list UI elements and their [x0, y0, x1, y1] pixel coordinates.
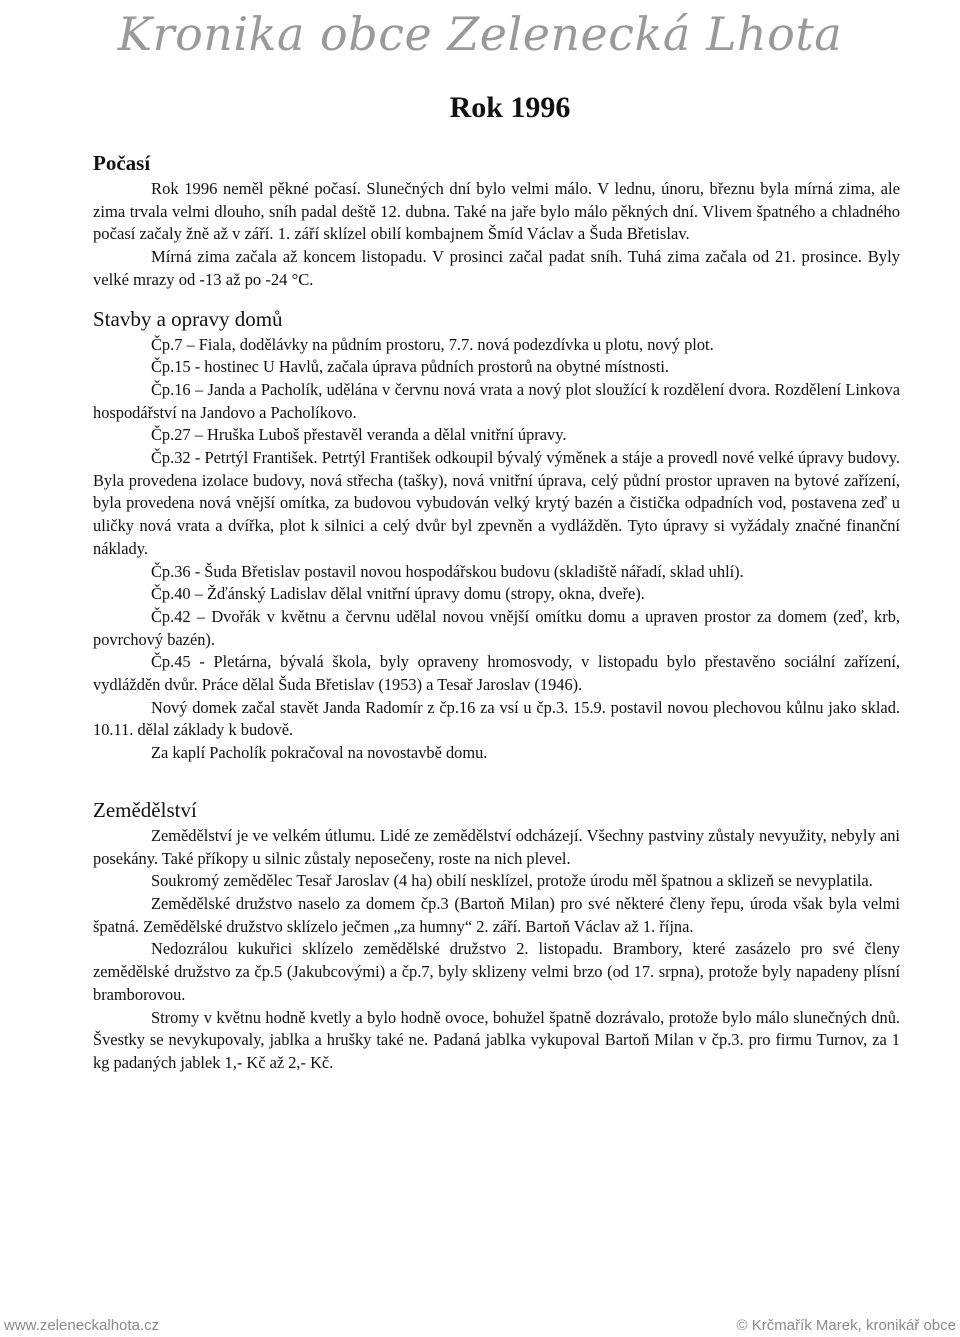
- page-footer: [0, 1315, 960, 1337]
- section-agriculture: [93, 795, 900, 1075]
- paragraph: Čp.7 – Fiala, dodělávky na půdním prostoru, 7.7. nová podezdívka u plotu, nový plot.: [151, 334, 714, 354]
- page-title: Rok 1996: [449, 91, 571, 124]
- paragraph: Za kaplí Pacholík pokračoval na novostavbě domu.: [151, 743, 488, 763]
- section-heading: Stavby a opravy domů: [93, 306, 283, 331]
- footer-website-link[interactable]: www.zeleneckalhota.cz: [4, 1317, 160, 1334]
- footer-copyright: © Krčmařík Marek, kronikář obce: [736, 1317, 956, 1334]
- paragraph: Čp.45 - Pletárna, bývalá škola, byly opraveny hromosvody, v listopadu bylo přestavěno sociální zařízení, vydlážděn dvůr. Práce dělal Šuda Břetislav (1953) a Tesař Jaroslav (1946).: [93, 652, 900, 695]
- paragraph: Stromy v květnu hodně kvetly a bylo hodně ovoce, bohužel špatně dozrávalo, protože bylo málo slunečných dnů. Švestky se nevykupovaly, jablka a hrušky také ne. Padaná jablka vykupoval Bartoň Milan v čp.3. pro firmu Turnov, za 1 kg padaných jablek 1,- Kč až 2,- Kč.: [93, 1007, 900, 1072]
- paragraph: Čp.36 - Šuda Břetislav postavil novou hospodářskou budovu (skladiště nářadí, sklad uhlí).: [151, 561, 744, 581]
- paragraph: Čp.40 – Žďánský Ladislav dělal vnitřní úpravy domu (stropy, okna, dveře).: [151, 584, 645, 604]
- paragraph: Čp.16 – Janda a Pacholík, udělána v červnu nová vrata a nový plot sloužící k rozdělení dvora. Rozdělení Linkova hospodářství na Jandovo a Pacholíkovo.: [93, 379, 900, 422]
- paragraph: Soukromý zemědělec Tesař Jaroslav (4 ha) obilí nesklízel, protože úrodu měl špatnou a sklizeň se nevyplatila.: [151, 871, 873, 891]
- paragraph: Čp.27 – Hruška Luboš přestavěl veranda a dělal vnitřní úpravy.: [151, 425, 567, 445]
- section-buildings: [93, 304, 900, 765]
- chronicle-header: Kronika obce Zelenecká Lhota: [117, 7, 843, 61]
- paragraph: Čp.42 – Dvořák v květnu a červnu udělal novou vnější omítku domu a upraven prostor za domem (zeď, krb, povrchový bazén).: [93, 606, 900, 649]
- section-heading: Počasí: [93, 151, 151, 175]
- document-body: [93, 148, 900, 1075]
- paragraph: Nedozrálou kukuřici sklízelo zemědělské družstvo 2. listopadu. Brambory, které zasázelo pro své členy zemědělské družstvo za čp.5 (Jakubcovými) a čp.7, byly sklizeny velmi brzo (od 17. srpna), protože byly napadeny plísní bramborovou.: [93, 939, 900, 1004]
- paragraph: Rok 1996 neměl pěkné počasí. Slunečných dní bylo velmi málo. V lednu, únoru, březnu byla mírná zima, ale zima trvala velmi dlouho, sníh padal deště 12. dubna. Také na jaře bylo málo pěkných dní. Vlivem špatného a chladného počasí začaly žně až v září. 1. září sklízel obilí kombajnem Šmíd Václav a Šuda Břetislav.: [93, 179, 900, 244]
- paragraph: Zemědělské družstvo naselo za domem čp.3 (Bartoň Milan) pro své některé členy řepu, úroda však byla velmi špatná. Zemědělské družstvo sklízelo ječmen „za humny“ 2. září. Bartoň Václav až 1. října.: [93, 893, 900, 936]
- paragraph: Čp.15 - hostinec U Havlů, začala úprava půdních prostorů na obytné místnosti.: [151, 357, 670, 377]
- section-weather: [93, 148, 900, 292]
- section-heading: Zemědělství: [93, 797, 197, 822]
- paragraph: Nový domek začal stavět Janda Radomír z čp.16 za vsí u čp.3. 15.9. postavil novou plechovou kůlnu jako sklad. 10.11. dělal základy k budově.: [93, 697, 900, 740]
- paragraph: Mírná zima začala až koncem listopadu. V prosinci začal padat sníh. Tuhá zima začala od 21. prosince. Byly velké mrazy od -13 až po -24 °C.: [93, 247, 900, 289]
- paragraph: Čp.32 - Petrtýl František. Petrtýl František odkoupil bývalý výměnek a stáje a provedl nové velké úpravy budovy. Byla provedena izolace budovy, nová střecha (tašky), nová vnitřní úprava, celý půdní prostor upraven na bytové zařízení, byla provedena nová vnější omítka, za budovou vybudován velký krytý bazén a čistička odpadních vod, postavena zeď u uličky nová vrata a dvířka, plot k silnici a celý dvůr byl zpevněn a vydlážděn. Tyto úpravy si vyžádaly značné finanční náklady.: [93, 448, 900, 558]
- paragraph: Zemědělství je ve velkém útlumu. Lidé ze zemědělství odcházejí. Všechny pastviny zůstaly nevyužity, nebyly ani posekány. Také příkopy u silnic zůstaly neposečeny, roste na nich plevel.: [93, 825, 900, 868]
